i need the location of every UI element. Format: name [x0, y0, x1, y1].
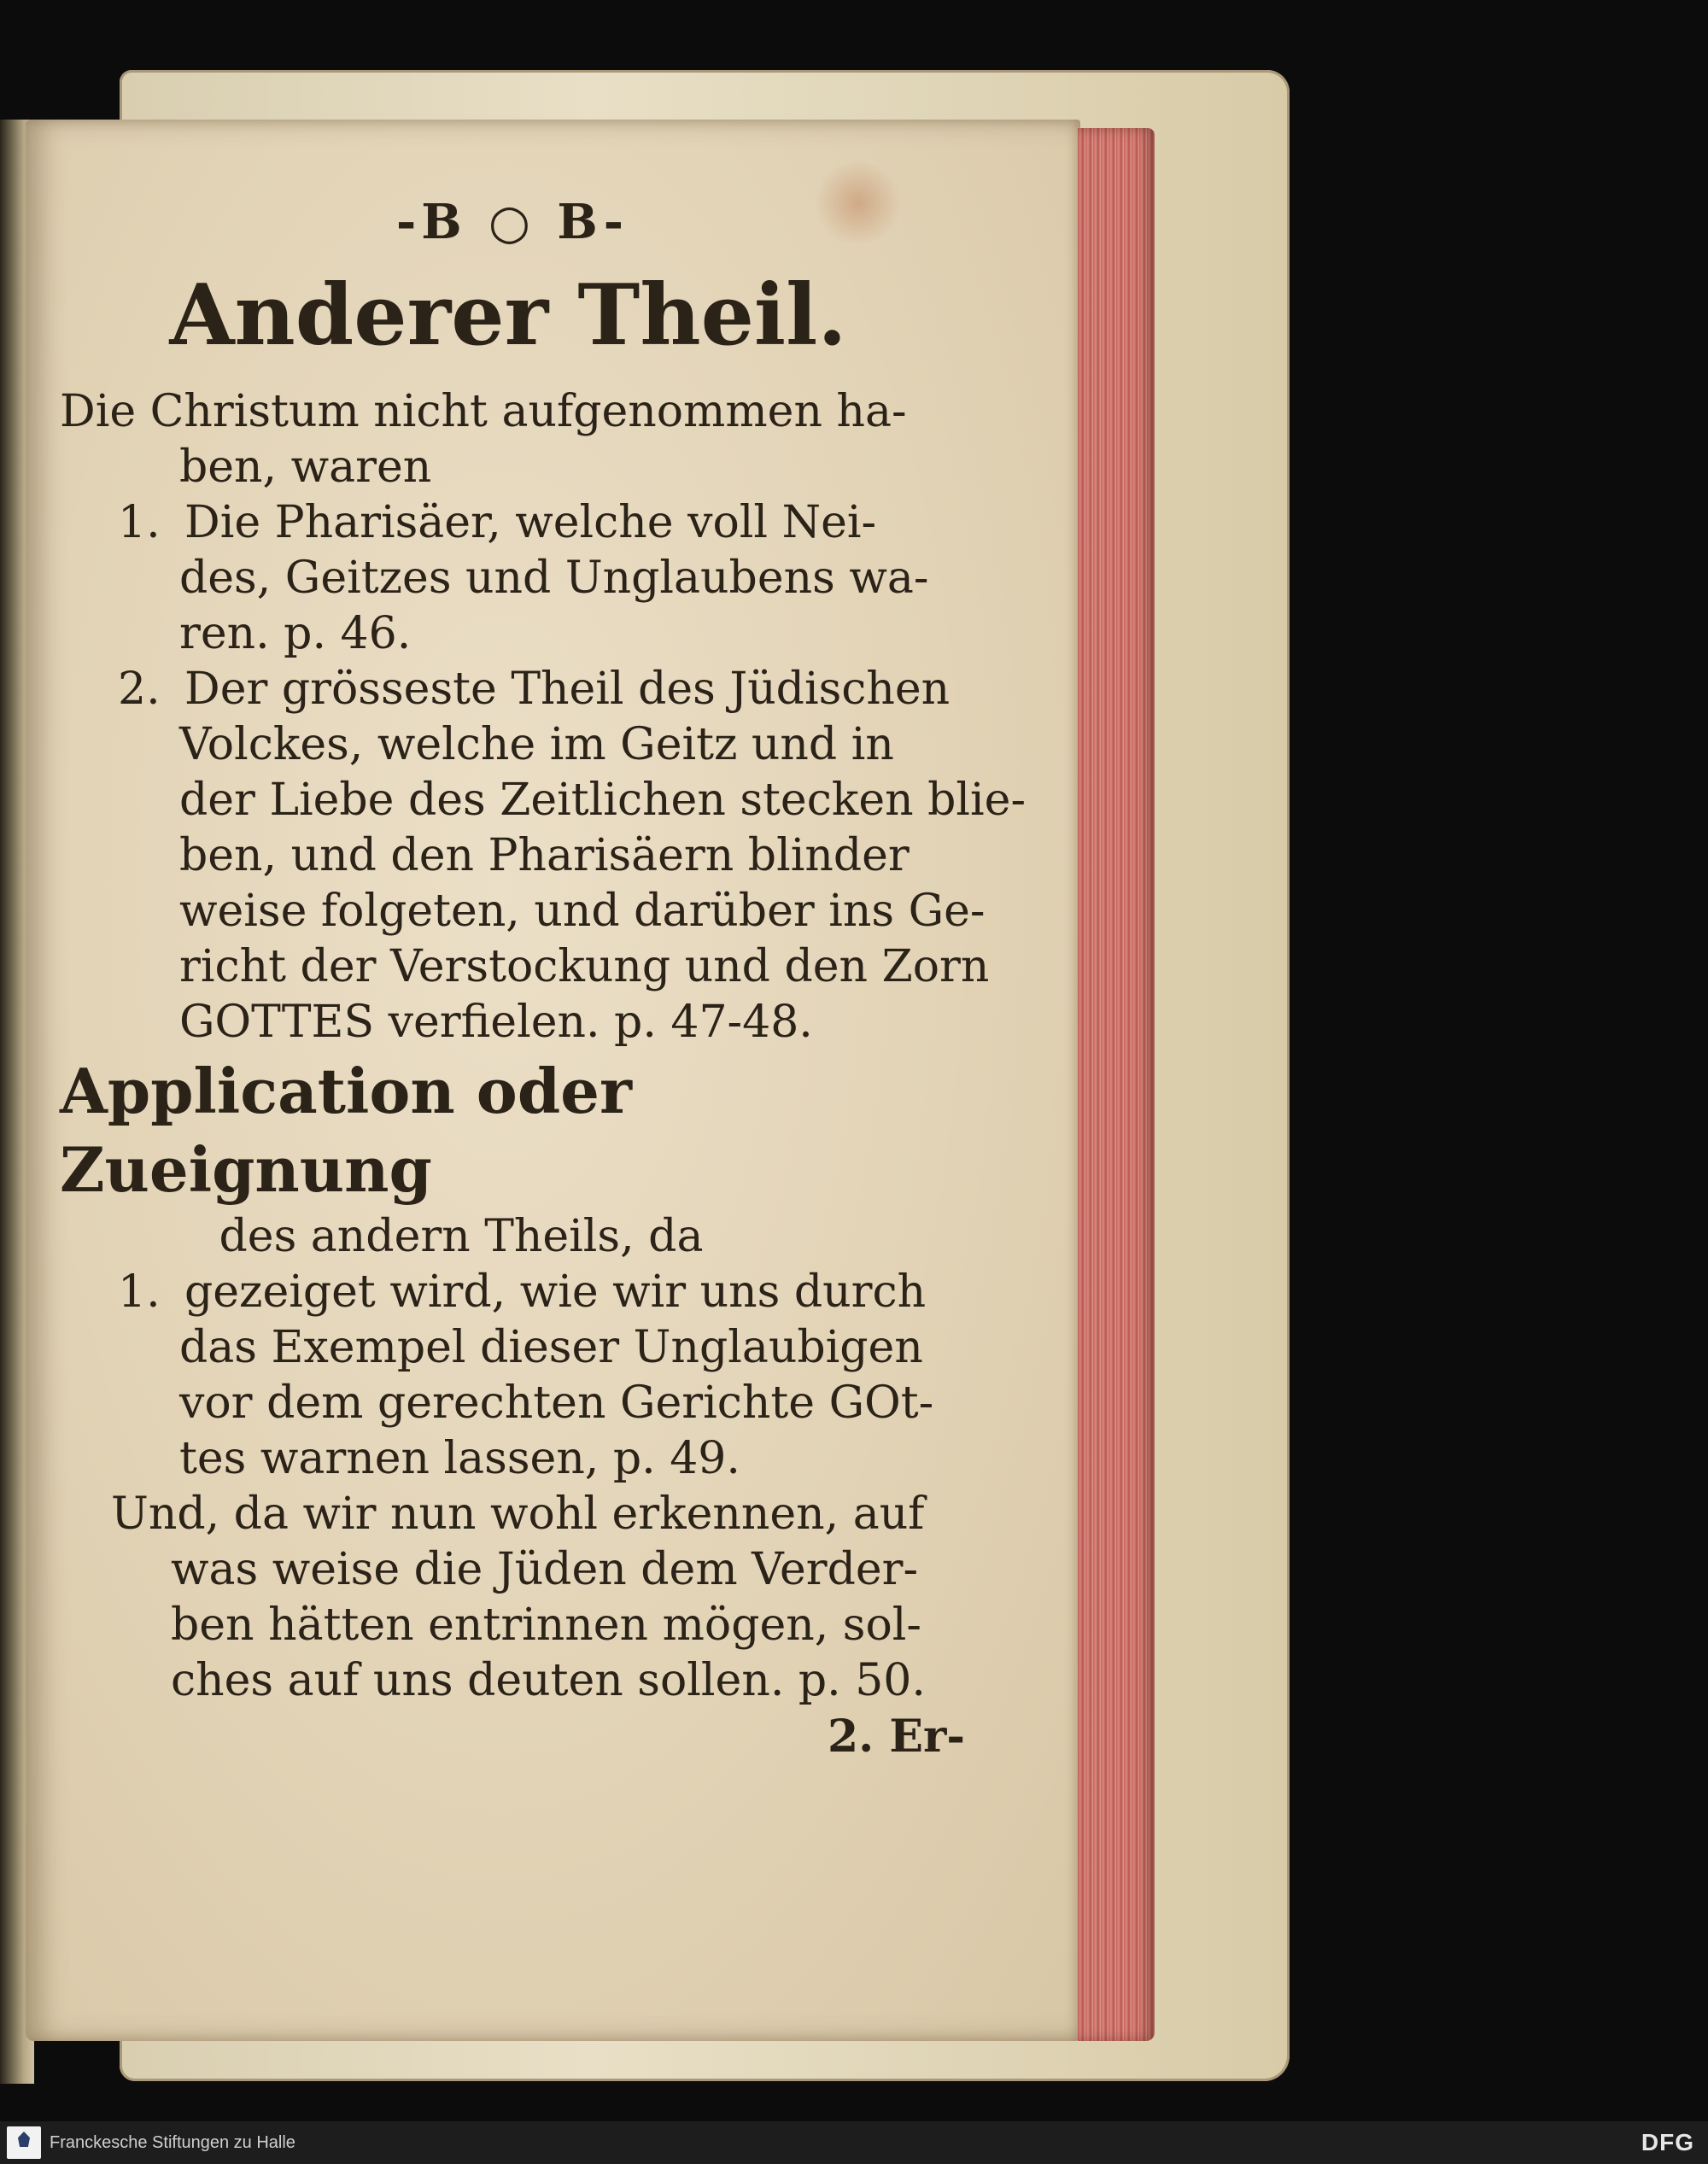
text-line: GOTTES verfielen. p. 47-48.	[179, 997, 813, 1048]
section-one	[60, 384, 1027, 1050]
page-title: Anderer Theil.	[169, 266, 847, 365]
francke-foundations-logo-icon[interactable]	[7, 2126, 41, 2159]
list-item	[60, 1265, 982, 1320]
text-line: was weise die Jüden dem Verder-	[171, 1544, 919, 1595]
text-line: weise folgeten, und darüber ins Ge-	[179, 886, 986, 937]
text-line: vor dem gerechten Gerichte GOt-	[179, 1377, 934, 1429]
item-number: 1.	[118, 1266, 161, 1318]
text-line: richt der Verstockung und den Zorn	[179, 941, 990, 992]
text-line: Die Pharisäer, welche voll Nei-	[184, 497, 877, 548]
text-line: ben, waren	[179, 442, 432, 493]
institution-label: Franckesche Stiftungen zu Halle	[50, 2133, 295, 2152]
text-line: Der grösseste Theil des Jüdischen	[184, 664, 951, 715]
dfg-logo[interactable]: DFG	[1641, 2129, 1694, 2155]
text-line: ben, und den Pharisäern blinder	[179, 830, 910, 881]
item-number: 1.	[118, 497, 161, 548]
page-text	[60, 188, 1027, 1764]
text-line: das Exempel dieser Unglaubigen	[179, 1322, 923, 1373]
text-line: ches auf uns deuten sollen. p. 50.	[171, 1655, 926, 1706]
section-heading: Application oder Zueignung	[60, 1055, 632, 1206]
text-line: Die Christum nicht aufgenommen ha-	[60, 386, 907, 437]
text-line: des, Geitzes und Unglaubens wa-	[179, 553, 929, 604]
text-line: Und, da wir nun wohl erkennen, auf	[111, 1488, 925, 1540]
text-line: tes warnen lassen, p. 49.	[179, 1433, 740, 1484]
header-ornament: -B ○ B-	[395, 194, 629, 250]
section-two	[60, 1052, 982, 1764]
text-line: gezeiget wird, wie wir uns durch	[184, 1266, 927, 1318]
list-item	[60, 495, 982, 551]
text-line: ren. p. 46.	[179, 608, 412, 659]
viewer-footer	[0, 2121, 1708, 2164]
text-line: der Liebe des Zeitlichen stecken blie-	[179, 775, 1027, 826]
item-number: 2.	[118, 664, 161, 715]
text-line: Volckes, welche im Geitz und in	[179, 719, 894, 770]
section-subheading: des andern Theils, da	[219, 1211, 704, 1262]
list-item	[60, 662, 982, 717]
text-line: ben hätten entrinnen mögen, sol-	[171, 1600, 921, 1651]
red-sprinkled-edge	[1078, 128, 1155, 2041]
catchword: 2. Er-	[827, 1711, 965, 1763]
